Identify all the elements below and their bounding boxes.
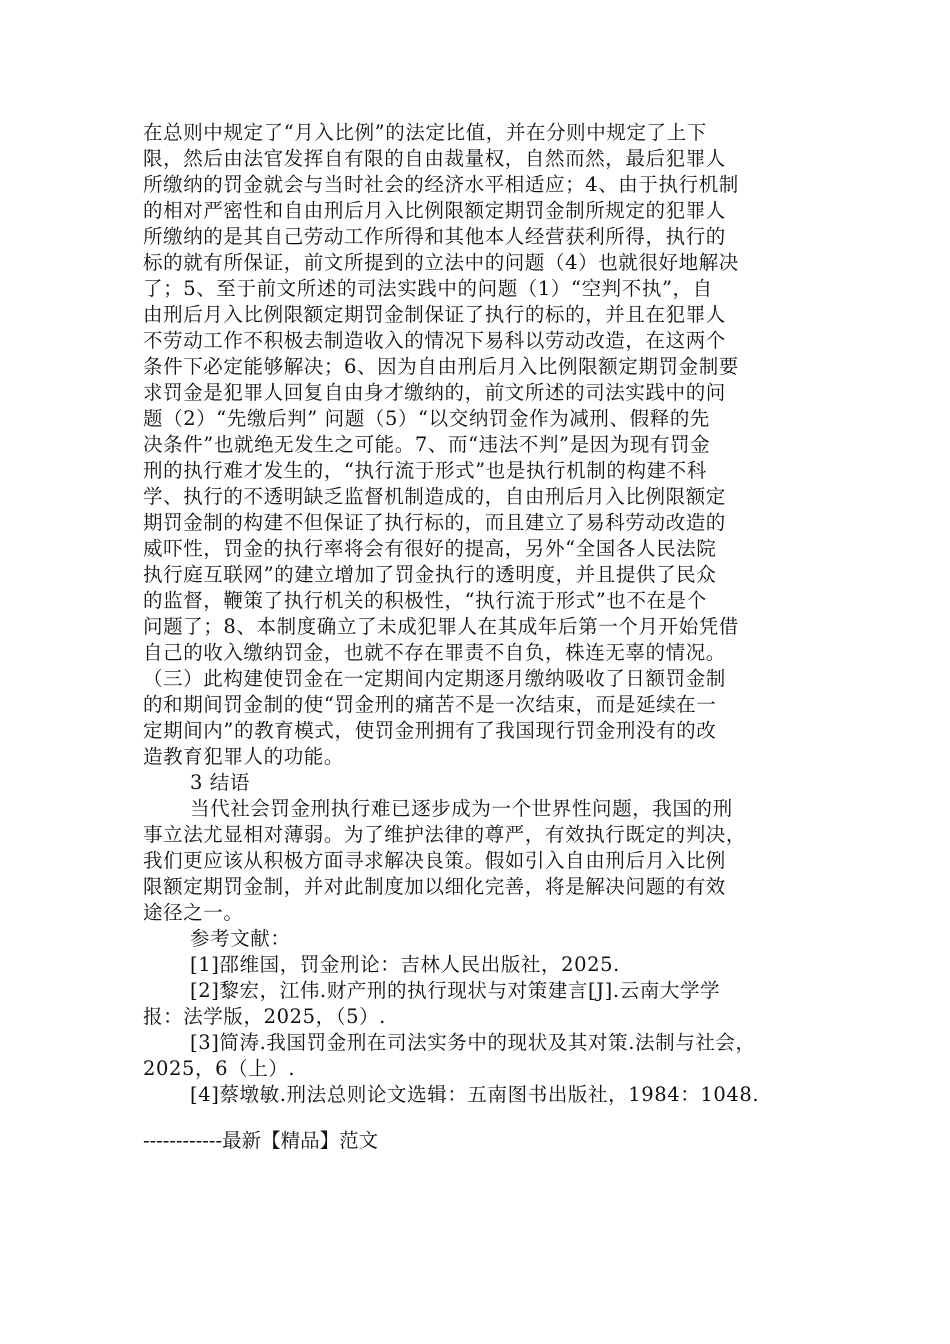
reference-item: [3]简涛.我国罚金刑在司法实务中的现状及其对策.法制与社会，	[190, 1031, 756, 1054]
body-line: 决条件”也就绝无发生之可能。7、而“违法不判”是因为现有罚金	[143, 433, 711, 456]
body-line: 刑的执行难才发生的，“执行流于形式”也是执行机制的构建不科	[143, 459, 707, 482]
reference-item: [4]蔡墩敏.刑法总则论文选辑：五南图书出版社，1984：1048.	[190, 1083, 760, 1106]
reference-item: 报：法学版，2025，（5）.	[143, 1005, 386, 1028]
body-line: 的和期间罚金制的使“罚金刑的痛苦不是一次结束，而是延续在一	[143, 693, 717, 716]
body-line: 问题了；8、本制度确立了未成犯罪人在其成年后第一个月开始凭借	[143, 615, 739, 638]
references-heading: 参考文献：	[190, 927, 291, 950]
body-line: 不劳动工作不积极去制造收入的情况下易科以劳动改造，在这两个	[143, 329, 726, 352]
conclusion-line: 我们更应该从积极方面寻求解决良策。假如引入自由刑后月入比例	[143, 849, 726, 872]
body-line: 条件下必定能够解决；6、因为自由刑后月入比例限额定期罚金制要	[143, 355, 739, 378]
section-heading: 3 结语	[190, 771, 251, 794]
body-line: 标的就有所保证，前文所提到的立法中的问题（4）也就很好地解决	[143, 251, 739, 274]
body-line: 威吓性，罚金的执行率将会有很好的提高，另外“全国各人民法院	[143, 537, 717, 560]
page-footer: ------------最新【精品】范文	[143, 1129, 379, 1152]
reference-item: 2025，6（上）.	[143, 1057, 296, 1080]
body-line: 自己的收入缴纳罚金，也就不存在罪责不自负，株连无辜的情况。	[143, 641, 726, 664]
body-line: 的相对严密性和自由刑后月入比例限额定期罚金制所规定的犯罪人	[143, 199, 726, 222]
conclusion-line: 当代社会罚金刑执行难已逐步成为一个世界性问题，我国的刑	[190, 797, 733, 820]
body-line: 限，然后由法官发挥自有限的自由裁量权，自然而然，最后犯罪人	[143, 147, 726, 170]
body-line: 所缴纳的罚金就会与当时社会的经济水平相适应；4、由于执行机制	[143, 173, 739, 196]
body-line: 求罚金是犯罪人回复自由身才缴纳的，前文所述的司法实践中的问	[143, 381, 726, 404]
body-line: 在总则中规定了“月入比例”的法定比值，并在分则中规定了上下	[143, 121, 707, 144]
conclusion-line: 事立法尤显相对薄弱。为了维护法律的尊严，有效执行既定的判决，	[143, 823, 747, 846]
body-line: 期罚金制的构建不但保证了执行标的，而且建立了易科劳动改造的	[143, 511, 726, 534]
body-line: 所缴纳的是其自己劳动工作所得和其他本人经营获利所得，执行的	[143, 225, 726, 248]
body-line: 定期间内”的教育模式，使罚金刑拥有了我国现行罚金刑没有的改	[143, 719, 717, 742]
body-line: 执行庭互联网”的建立增加了罚金执行的透明度，并且提供了民众	[143, 563, 717, 586]
body-line: 的监督，鞭策了执行机关的积极性，“执行流于形式”也不在是个	[143, 589, 707, 612]
body-line: 题（2）“先缴后判” 问题（5）“以交纳罚金作为减刑、假释的先	[143, 407, 711, 430]
reference-item: [1]邵维国，罚金刑论：吉林人民出版社，2025.	[190, 953, 620, 976]
conclusion-line: 途径之一。	[143, 901, 244, 924]
reference-item: [2]黎宏，江伟.财产刑的执行现状与对策建言[J].云南大学学	[190, 979, 721, 1002]
body-line: （三）此构建使罚金在一定期间内定期逐月缴纳吸收了日额罚金制	[143, 667, 726, 690]
body-line: 学、执行的不透明缺乏监督机制造成的，自由刑后月入比例限额定	[143, 485, 726, 508]
body-line: 了；5、至于前文所述的司法实践中的问题（1）“空判不执”，自	[143, 277, 713, 300]
body-line: 由刑后月入比例限额定期罚金制保证了执行的标的，并且在犯罪人	[143, 303, 726, 326]
conclusion-line: 限额定期罚金制，并对此制度加以细化完善，将是解决问题的有效	[143, 875, 726, 898]
body-line: 造教育犯罪人的功能。	[143, 745, 345, 768]
